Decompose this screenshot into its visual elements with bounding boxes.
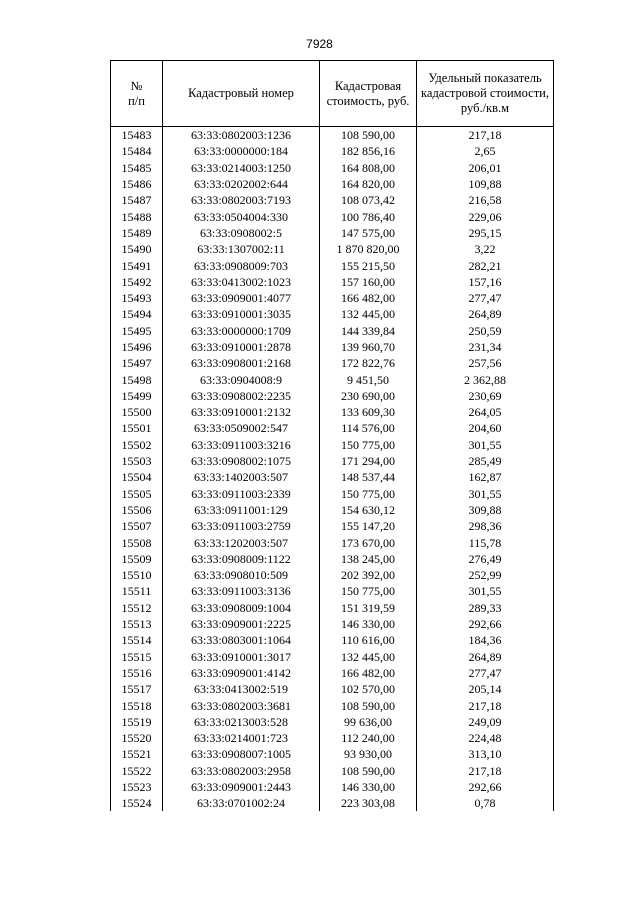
table-row	[111, 437, 554, 453]
table-row	[111, 551, 554, 567]
cell-cadastral-value: 100 786,40	[320, 208, 417, 224]
cell-cadastral-number: 63:33:0802003:7193	[163, 192, 320, 208]
table-row	[111, 763, 554, 779]
table-row	[111, 730, 554, 746]
table-row	[111, 632, 554, 648]
cell-cadastral-number: 63:33:1402003:507	[163, 469, 320, 485]
cell-specific-value: 2,65	[417, 143, 554, 159]
cell-row-number: 15485	[111, 160, 163, 176]
cell-specific-value: 115,78	[417, 534, 554, 550]
cell-row-number: 15504	[111, 469, 163, 485]
cell-row-number: 15487	[111, 192, 163, 208]
cell-cadastral-value: 202 392,00	[320, 567, 417, 583]
cell-specific-value: 289,33	[417, 600, 554, 616]
cell-cadastral-value: 173 670,00	[320, 534, 417, 550]
table-row	[111, 160, 554, 176]
cell-specific-value: 285,49	[417, 453, 554, 469]
cell-cadastral-value: 172 822,76	[320, 355, 417, 371]
cell-row-number: 15506	[111, 502, 163, 518]
cell-row-number: 15522	[111, 763, 163, 779]
table-row	[111, 225, 554, 241]
cell-cadastral-number: 63:33:0911003:3216	[163, 437, 320, 453]
cell-row-number: 15514	[111, 632, 163, 648]
cell-cadastral-number: 63:33:0908009:1004	[163, 600, 320, 616]
cell-cadastral-number: 63:33:0910001:2132	[163, 404, 320, 420]
table-row	[111, 355, 554, 371]
table-row	[111, 453, 554, 469]
cell-cadastral-value: 108 073,42	[320, 192, 417, 208]
table-row	[111, 420, 554, 436]
cell-row-number: 15494	[111, 306, 163, 322]
cell-cadastral-value: 151 319,59	[320, 600, 417, 616]
cell-specific-value: 216,58	[417, 192, 554, 208]
cell-specific-value: 230,69	[417, 388, 554, 404]
cell-cadastral-number: 63:33:0908002:1075	[163, 453, 320, 469]
table-row	[111, 290, 554, 306]
table-row	[111, 567, 554, 583]
cell-row-number: 15501	[111, 420, 163, 436]
cell-cadastral-number: 63:33:0908007:1005	[163, 746, 320, 762]
table-row	[111, 176, 554, 192]
cell-row-number: 15500	[111, 404, 163, 420]
cell-cadastral-number: 63:33:0909001:4142	[163, 665, 320, 681]
cell-cadastral-value: 230 690,00	[320, 388, 417, 404]
cell-row-number: 15509	[111, 551, 163, 567]
cell-cadastral-number: 63:33:0213003:528	[163, 714, 320, 730]
table-row	[111, 371, 554, 387]
cell-cadastral-number: 63:33:0910001:2878	[163, 339, 320, 355]
cell-specific-value: 205,14	[417, 681, 554, 697]
cadastral-table	[110, 60, 554, 811]
table-row	[111, 795, 554, 811]
table-row	[111, 274, 554, 290]
cell-row-number: 15498	[111, 371, 163, 387]
header-cadastral-number: Кадастровый номер	[163, 61, 320, 127]
table-row	[111, 714, 554, 730]
table-row	[111, 534, 554, 550]
cell-cadastral-number: 63:33:0911003:2339	[163, 486, 320, 502]
cell-cadastral-number: 63:33:0802003:1236	[163, 127, 320, 144]
table-row	[111, 518, 554, 534]
cell-row-number: 15507	[111, 518, 163, 534]
cell-cadastral-number: 63:33:0911001:129	[163, 502, 320, 518]
cell-row-number: 15489	[111, 225, 163, 241]
cell-cadastral-number: 63:33:0413002:1023	[163, 274, 320, 290]
cell-cadastral-value: 171 294,00	[320, 453, 417, 469]
cell-row-number: 15512	[111, 600, 163, 616]
cell-specific-value: 217,18	[417, 763, 554, 779]
table-row	[111, 600, 554, 616]
cell-cadastral-number: 63:33:0908002:5	[163, 225, 320, 241]
cell-cadastral-number: 63:33:0909001:4077	[163, 290, 320, 306]
header-specific-value: Удельный показатель кадастровой стоимости, руб./кв.м	[417, 61, 554, 127]
header-row-number: № п/п	[111, 61, 163, 127]
cell-cadastral-number: 63:33:0214003:1250	[163, 160, 320, 176]
cell-cadastral-number: 63:33:0504004:330	[163, 208, 320, 224]
cell-cadastral-value: 150 775,00	[320, 583, 417, 599]
cell-cadastral-value: 150 775,00	[320, 437, 417, 453]
cell-specific-value: 109,88	[417, 176, 554, 192]
cell-row-number: 15518	[111, 697, 163, 713]
cell-cadastral-number: 63:33:0910001:3035	[163, 306, 320, 322]
cell-specific-value: 313,10	[417, 746, 554, 762]
cell-cadastral-value: 139 960,70	[320, 339, 417, 355]
cell-specific-value: 162,87	[417, 469, 554, 485]
cell-cadastral-value: 1 870 820,00	[320, 241, 417, 257]
cell-cadastral-value: 155 147,20	[320, 518, 417, 534]
cell-specific-value: 157,16	[417, 274, 554, 290]
cell-row-number: 15490	[111, 241, 163, 257]
cell-specific-value: 217,18	[417, 697, 554, 713]
cell-row-number: 15497	[111, 355, 163, 371]
cell-specific-value: 252,99	[417, 567, 554, 583]
cell-specific-value: 217,18	[417, 127, 554, 144]
cell-row-number: 15502	[111, 437, 163, 453]
cell-cadastral-value: 132 445,00	[320, 649, 417, 665]
cell-specific-value: 309,88	[417, 502, 554, 518]
cell-cadastral-number: 63:33:0911003:2759	[163, 518, 320, 534]
cell-specific-value: 301,55	[417, 486, 554, 502]
cell-cadastral-number: 63:33:0909001:2443	[163, 779, 320, 795]
cell-row-number: 15499	[111, 388, 163, 404]
cell-cadastral-value: 166 482,00	[320, 290, 417, 306]
table-row	[111, 306, 554, 322]
table-header	[111, 61, 554, 127]
cell-cadastral-value: 150 775,00	[320, 486, 417, 502]
cell-specific-value: 3,22	[417, 241, 554, 257]
cell-cadastral-value: 9 451,50	[320, 371, 417, 387]
cell-row-number: 15492	[111, 274, 163, 290]
cell-cadastral-value: 133 609,30	[320, 404, 417, 420]
table-row	[111, 665, 554, 681]
cell-cadastral-number: 63:33:0910001:3017	[163, 649, 320, 665]
cell-specific-value: 2 362,88	[417, 371, 554, 387]
table-row	[111, 388, 554, 404]
cell-cadastral-number: 63:33:0908002:2235	[163, 388, 320, 404]
table-row	[111, 649, 554, 665]
table-row	[111, 583, 554, 599]
cell-cadastral-value: 146 330,00	[320, 779, 417, 795]
cell-row-number: 15484	[111, 143, 163, 159]
cell-cadastral-value: 144 339,84	[320, 323, 417, 339]
cell-cadastral-number: 63:33:0911003:3136	[163, 583, 320, 599]
cell-cadastral-value: 132 445,00	[320, 306, 417, 322]
cell-cadastral-number: 63:33:0908009:1122	[163, 551, 320, 567]
page-number: 7928	[306, 37, 333, 51]
header-cadastral-value: Кадастровая стоимость, руб.	[320, 61, 417, 127]
cell-cadastral-value: 138 245,00	[320, 551, 417, 567]
table-row	[111, 616, 554, 632]
cell-cadastral-number: 63:33:0509002:547	[163, 420, 320, 436]
cell-specific-value: 292,66	[417, 779, 554, 795]
cell-cadastral-value: 110 616,00	[320, 632, 417, 648]
cell-cadastral-value: 166 482,00	[320, 665, 417, 681]
cell-specific-value: 249,09	[417, 714, 554, 730]
cell-specific-value: 301,55	[417, 583, 554, 599]
table-row	[111, 779, 554, 795]
table-row	[111, 697, 554, 713]
cell-cadastral-value: 147 575,00	[320, 225, 417, 241]
cell-row-number: 15495	[111, 323, 163, 339]
cell-specific-value: 0,78	[417, 795, 554, 811]
cell-cadastral-value: 112 240,00	[320, 730, 417, 746]
cell-row-number: 15511	[111, 583, 163, 599]
table-row	[111, 469, 554, 485]
cell-cadastral-value: 93 930,00	[320, 746, 417, 762]
cell-cadastral-number: 63:33:1202003:507	[163, 534, 320, 550]
table-row	[111, 127, 554, 144]
cell-cadastral-value: 148 537,44	[320, 469, 417, 485]
cell-specific-value: 295,15	[417, 225, 554, 241]
cell-row-number: 15521	[111, 746, 163, 762]
cell-row-number: 15515	[111, 649, 163, 665]
cell-cadastral-value: 99 636,00	[320, 714, 417, 730]
cell-row-number: 15520	[111, 730, 163, 746]
cell-cadastral-number: 63:33:0202002:644	[163, 176, 320, 192]
cell-cadastral-value: 108 590,00	[320, 697, 417, 713]
cell-cadastral-value: 157 160,00	[320, 274, 417, 290]
cell-cadastral-value: 108 590,00	[320, 763, 417, 779]
cell-row-number: 15524	[111, 795, 163, 811]
cell-cadastral-value: 164 808,00	[320, 160, 417, 176]
table-row	[111, 746, 554, 762]
cell-cadastral-value: 108 590,00	[320, 127, 417, 144]
cell-cadastral-number: 63:33:0000000:184	[163, 143, 320, 159]
cell-specific-value: 264,89	[417, 306, 554, 322]
table-row	[111, 323, 554, 339]
cell-cadastral-number: 63:33:0802003:3681	[163, 697, 320, 713]
cell-row-number: 15523	[111, 779, 163, 795]
cell-specific-value: 282,21	[417, 257, 554, 273]
cell-row-number: 15513	[111, 616, 163, 632]
cell-row-number: 15519	[111, 714, 163, 730]
cell-row-number: 15486	[111, 176, 163, 192]
cell-specific-value: 184,36	[417, 632, 554, 648]
cell-row-number: 15503	[111, 453, 163, 469]
cell-row-number: 15508	[111, 534, 163, 550]
cell-specific-value: 250,59	[417, 323, 554, 339]
cell-row-number: 15483	[111, 127, 163, 144]
cell-row-number: 15510	[111, 567, 163, 583]
cell-specific-value: 264,05	[417, 404, 554, 420]
table-row	[111, 257, 554, 273]
cell-row-number: 15488	[111, 208, 163, 224]
cell-specific-value: 301,55	[417, 437, 554, 453]
cell-cadastral-number: 63:33:0000000:1709	[163, 323, 320, 339]
cell-specific-value: 298,36	[417, 518, 554, 534]
cell-cadastral-number: 63:33:0802003:2958	[163, 763, 320, 779]
table-row	[111, 143, 554, 159]
cell-cadastral-number: 63:33:0909001:2225	[163, 616, 320, 632]
cell-cadastral-number: 63:33:1307002:11	[163, 241, 320, 257]
cell-cadastral-number: 63:33:0701002:24	[163, 795, 320, 811]
cell-row-number: 15505	[111, 486, 163, 502]
cell-cadastral-value: 154 630,12	[320, 502, 417, 518]
cell-specific-value: 204,60	[417, 420, 554, 436]
cell-cadastral-number: 63:33:0908010:509	[163, 567, 320, 583]
table-row	[111, 404, 554, 420]
cell-row-number: 15517	[111, 681, 163, 697]
table-body	[111, 127, 554, 812]
cell-cadastral-number: 63:33:0908001:2168	[163, 355, 320, 371]
cell-specific-value: 206,01	[417, 160, 554, 176]
cell-row-number: 15491	[111, 257, 163, 273]
cell-cadastral-value: 182 856,16	[320, 143, 417, 159]
table-row	[111, 208, 554, 224]
cell-cadastral-number: 63:33:0904008:9	[163, 371, 320, 387]
cell-row-number: 15496	[111, 339, 163, 355]
cell-specific-value: 224,48	[417, 730, 554, 746]
cell-row-number: 15493	[111, 290, 163, 306]
cell-specific-value: 276,49	[417, 551, 554, 567]
cell-cadastral-value: 114 576,00	[320, 420, 417, 436]
cell-specific-value: 257,56	[417, 355, 554, 371]
cell-cadastral-value: 223 303,08	[320, 795, 417, 811]
table-row	[111, 339, 554, 355]
cell-cadastral-value: 102 570,00	[320, 681, 417, 697]
cell-specific-value: 229,06	[417, 208, 554, 224]
cell-cadastral-number: 63:33:0413002:519	[163, 681, 320, 697]
cell-cadastral-number: 63:33:0214001:723	[163, 730, 320, 746]
cell-specific-value: 277,47	[417, 665, 554, 681]
table-row	[111, 681, 554, 697]
cell-specific-value: 292,66	[417, 616, 554, 632]
cell-specific-value: 231,34	[417, 339, 554, 355]
cell-cadastral-value: 155 215,50	[320, 257, 417, 273]
table-row	[111, 486, 554, 502]
cell-specific-value: 264,89	[417, 649, 554, 665]
cell-cadastral-value: 146 330,00	[320, 616, 417, 632]
cell-cadastral-number: 63:33:0908009:703	[163, 257, 320, 273]
table-row	[111, 241, 554, 257]
cell-row-number: 15516	[111, 665, 163, 681]
table-row	[111, 502, 554, 518]
cell-specific-value: 277,47	[417, 290, 554, 306]
cell-cadastral-number: 63:33:0803001:1064	[163, 632, 320, 648]
table-row	[111, 192, 554, 208]
cell-cadastral-value: 164 820,00	[320, 176, 417, 192]
